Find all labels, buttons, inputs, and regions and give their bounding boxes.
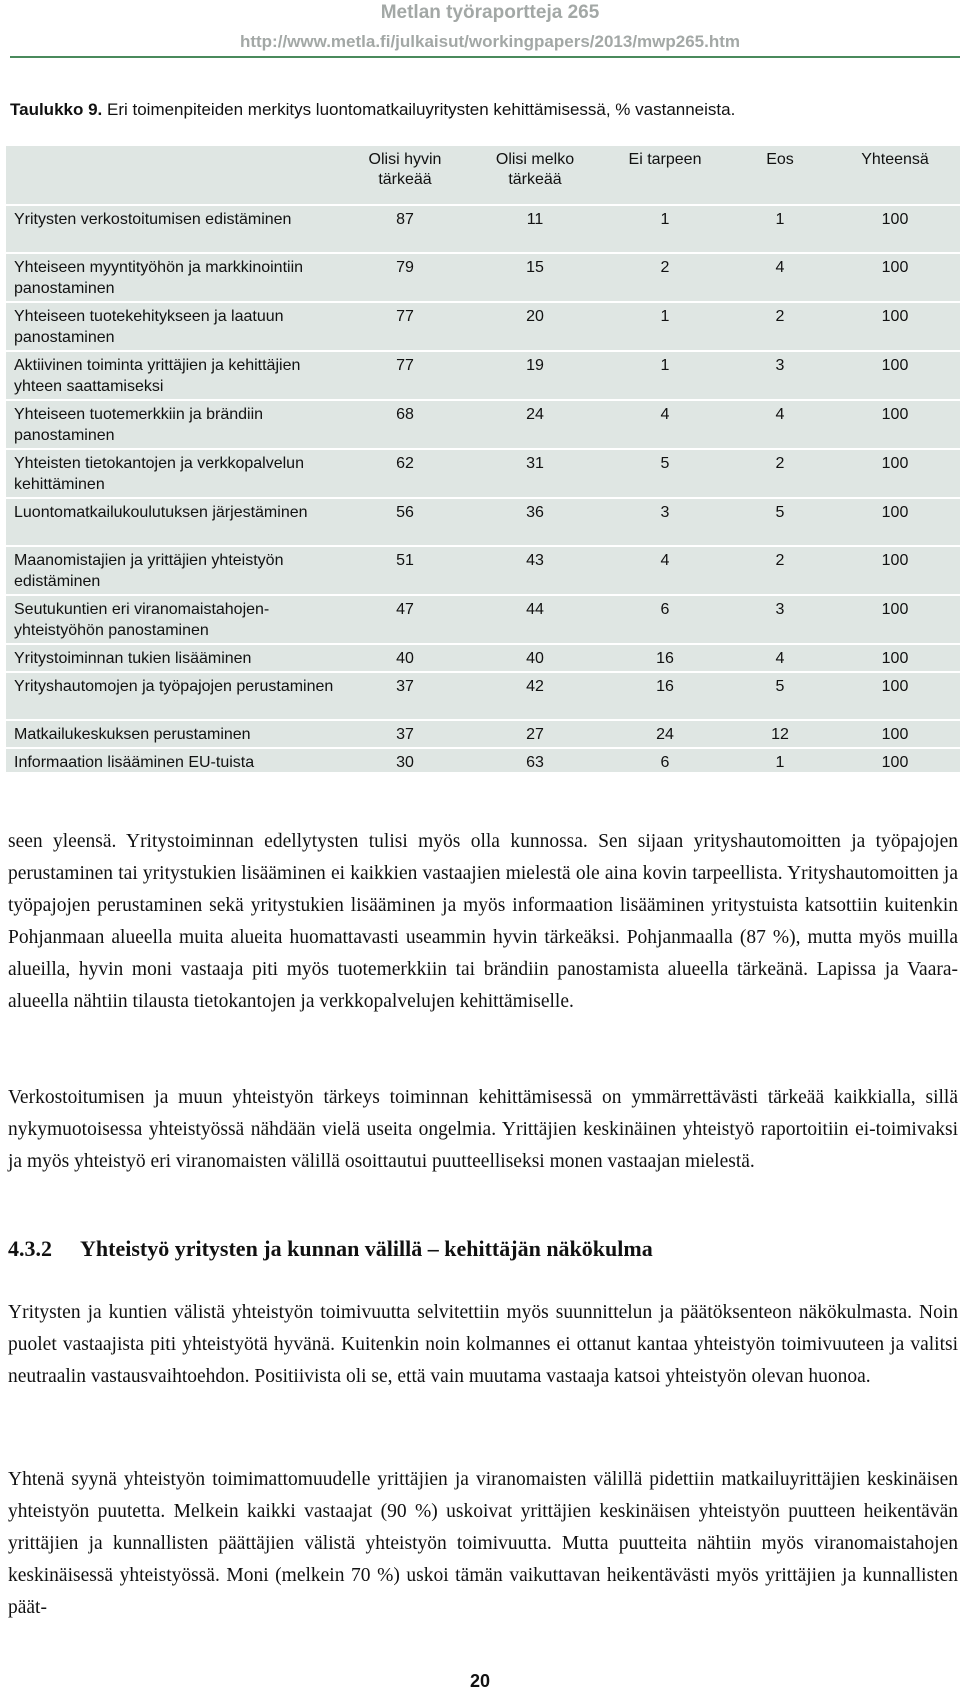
row-label: Matkailukeskuksen perustaminen [6, 720, 340, 748]
table-cell: 5 [730, 672, 830, 720]
results-table [6, 146, 960, 775]
table-cell: 42 [470, 672, 600, 720]
table-cell: 79 [340, 253, 470, 302]
table-cell: 31 [470, 449, 600, 498]
table-cell: 68 [340, 400, 470, 449]
table-row [6, 498, 960, 546]
table-cell: 100 [830, 748, 960, 775]
body-paragraph [8, 1082, 958, 1178]
column-header: Olisi melko tärkeää [495, 151, 575, 188]
table-cell: 20 [470, 302, 600, 351]
table-cell: 1 [600, 302, 730, 351]
results-table-container [6, 146, 960, 772]
row-label: Yritysten verkostoitumisen edistäminen [6, 205, 340, 253]
table-cell: 100 [830, 205, 960, 253]
row-label: Seutukuntien eri viranomaistahojen-yhteistyöhön panostaminen [6, 595, 340, 644]
table-cell: 11 [470, 205, 600, 253]
table-cell: 36 [470, 498, 600, 546]
paragraph-text: Yritysten ja kuntien välistä yhteistyön toimivuutta selvitettiin myös suunnittelun ja päätöksenteon näkökulmasta. Noin puolet vastaajista piti yhteistyötä hyvänä. Kuitenkin noin kolmannes ei ottanut kantaa yhteistyön toimivuuteen ja valitsi neutraalin vastausvaihtoehdon. Positiivista oli se, että vain muutama vastaaja katsoi yhteistyön olevan huonoa. [8, 1302, 958, 1387]
row-label: Yhteisten tietokantojen ja verkkopalvelun kehittäminen [6, 449, 340, 498]
table-row [6, 205, 960, 253]
table-row [6, 720, 960, 748]
table-cell: 37 [340, 720, 470, 748]
table-cell: 43 [470, 546, 600, 595]
table-cell: 24 [600, 720, 730, 748]
table-cell: 4 [600, 400, 730, 449]
body-paragraph [8, 1464, 958, 1624]
column-header [6, 146, 340, 205]
section-number: 4.3.2 [8, 1236, 52, 1261]
section-title: Yhteistyö yritysten ja kunnan välillä – kehittäjän näkökulma [80, 1236, 653, 1261]
table-cell: 62 [340, 449, 470, 498]
table-row [6, 672, 960, 720]
table-cell: 56 [340, 498, 470, 546]
paragraph-text: seen yleensä. Yritystoiminnan edellytysten tulisi myös olla kunnossa. Sen sijaan yrityshautomoitten ja työpajojen perustaminen tai yritystukien lisääminen ei kaikkien vastaajien mielestä ole aina kovin tarpeellista. Yrityshautomoitten ja työpajojen perustaminen sekä yritystukien lisääminen ja myös informaation lisääminen yritystuista katsottiin kuitenkin Pohjanmaan alueella muita alueita huomattavasti useammin hyvin tärkeäksi. Pohjanmaalla (87 %), mutta myös muilla alueilla, hyvin moni vastaaja piti myös tuotemerkkiin tai brändiin panostamista alueella tärkeänä. Lapissa ja Vaara-alueella nähtiin tilausta tietokantojen ja verkkopalvelujen kehittämiselle. [8, 831, 958, 1012]
table-cell: 47 [340, 595, 470, 644]
page-number: 20 [469, 1671, 491, 1691]
table-cell: 100 [830, 672, 960, 720]
row-label: Maanomistajien ja yrittäjien yhteistyön edistäminen [6, 546, 340, 595]
table-row [6, 253, 960, 302]
row-label: Informaation lisääminen EU-tuista [6, 748, 340, 775]
table-cell: 2 [730, 302, 830, 351]
section-heading [8, 1236, 653, 1262]
table-row [6, 748, 960, 775]
table-row [6, 449, 960, 498]
table-cell: 5 [600, 449, 730, 498]
table-cell: 2 [600, 253, 730, 302]
row-label: Yhteiseen tuotemerkkiin ja brändiin panostaminen [6, 400, 340, 449]
table-cell: 2 [730, 449, 830, 498]
table-cell: 100 [830, 546, 960, 595]
table-cell: 1 [730, 748, 830, 775]
table-cell: 77 [340, 302, 470, 351]
row-label: Yhteiseen myyntityöhön ja markkinointiin panostaminen [6, 253, 340, 302]
table-cell: 87 [340, 205, 470, 253]
header-divider [10, 56, 960, 58]
series-title: Metlan työraportteja 265 [380, 2, 600, 23]
table-cell: 40 [470, 644, 600, 672]
table-cell: 1 [600, 351, 730, 400]
table-cell: 100 [830, 498, 960, 546]
paragraph-text: Verkostoitumisen ja muun yhteistyön tärkeys toiminnan kehittämisessä on ymmärrettävästi tärkeää kaikkialla, sillä nykymuotoisessa yhteistyössä nähdään vielä useita ongelmia. Yrittäjien keskinäinen yhteistyö raportoitiin ei-toimivaksi ja myös yhteistyö eri viranomaisten välillä osoittautui puutteelliseksi monen vastaajan mielestä. [8, 1087, 958, 1172]
table-row [6, 546, 960, 595]
table-cell: 44 [470, 595, 600, 644]
table-cell: 51 [340, 546, 470, 595]
table-cell: 77 [340, 351, 470, 400]
table-cell: 16 [600, 672, 730, 720]
table-row [6, 351, 960, 400]
table-cell: 100 [830, 253, 960, 302]
table-cell: 3 [600, 498, 730, 546]
table-cell: 15 [470, 253, 600, 302]
column-header: Ei tarpeen [628, 151, 702, 168]
body-paragraph [8, 1297, 958, 1393]
paragraph-text: Yhtenä syynä yhteistyön toimimattomuudelle yrittäjien ja viranomaisten välillä pidettiin matkailuyrittäjien keskinäisen yhteistyön puutetta. Melkein kaikki vastaajat (90 %) uskoivat yrittäjien keskinäisen yhteistyön puutteen heikentävän yrittäjien ja kunnallisten päättäjien välistä yhteistyön toimivuutta. Mutta puutteita nähtiin myös viranomaistahojen keskinäisessä yhteistyössä. Moni (melkein 70 %) uskoi tämän vaikuttavan heikentävästi myös yrittäjien ja kunnallisten päät- [8, 1469, 958, 1618]
table-cell: 4 [730, 644, 830, 672]
row-label: Aktiivinen toiminta yrittäjien ja kehittäjien yhteen saattamiseksi [6, 351, 340, 400]
table-cell: 100 [830, 720, 960, 748]
table-cell: 16 [600, 644, 730, 672]
table-cell: 4 [730, 253, 830, 302]
table-row [6, 644, 960, 672]
table-cell: 40 [340, 644, 470, 672]
table-cell: 4 [730, 400, 830, 449]
table-cell: 24 [470, 400, 600, 449]
table-header-row [6, 146, 960, 205]
table-cell: 1 [600, 205, 730, 253]
table-cell: 100 [830, 595, 960, 644]
table-cell: 100 [830, 644, 960, 672]
caption-label: Taulukko 9. [10, 100, 103, 119]
row-label: Yhteiseen tuotekehitykseen ja laatuun panostaminen [6, 302, 340, 351]
table-cell: 19 [470, 351, 600, 400]
table-row [6, 302, 960, 351]
table-row [6, 595, 960, 644]
table-cell: 27 [470, 720, 600, 748]
column-header: Eos [766, 151, 794, 168]
row-label: Luontomatkailukoulutuksen järjestäminen [6, 498, 340, 546]
table-cell: 100 [830, 400, 960, 449]
table-cell: 6 [600, 748, 730, 775]
column-header: Yhteensä [861, 151, 929, 168]
table-cell: 3 [730, 595, 830, 644]
table-cell: 6 [600, 595, 730, 644]
table-cell: 2 [730, 546, 830, 595]
table-cell: 1 [730, 205, 830, 253]
table-cell: 37 [340, 672, 470, 720]
table-cell: 3 [730, 351, 830, 400]
body-paragraph [8, 826, 958, 1018]
table-cell: 100 [830, 449, 960, 498]
row-label: Yritystoiminnan tukien lisääminen [6, 644, 340, 672]
caption-text: Eri toimenpiteiden merkitys luontomatkailuyritysten kehittämisessä, % vastanneista. [102, 100, 736, 119]
table-cell: 100 [830, 302, 960, 351]
table-cell: 12 [730, 720, 830, 748]
table-cell: 4 [600, 546, 730, 595]
column-header: Olisi hyvin tärkeää [368, 151, 442, 188]
table-cell: 30 [340, 748, 470, 775]
table-row [6, 400, 960, 449]
table-cell: 100 [830, 351, 960, 400]
table-cell: 5 [730, 498, 830, 546]
table-caption [10, 100, 735, 120]
row-label: Yrityshautomojen ja työpajojen perustaminen [6, 672, 340, 720]
series-url[interactable]: http://www.metla.fi/julkaisut/workingpapers/2013/mwp265.htm [239, 32, 741, 51]
table-cell: 63 [470, 748, 600, 775]
